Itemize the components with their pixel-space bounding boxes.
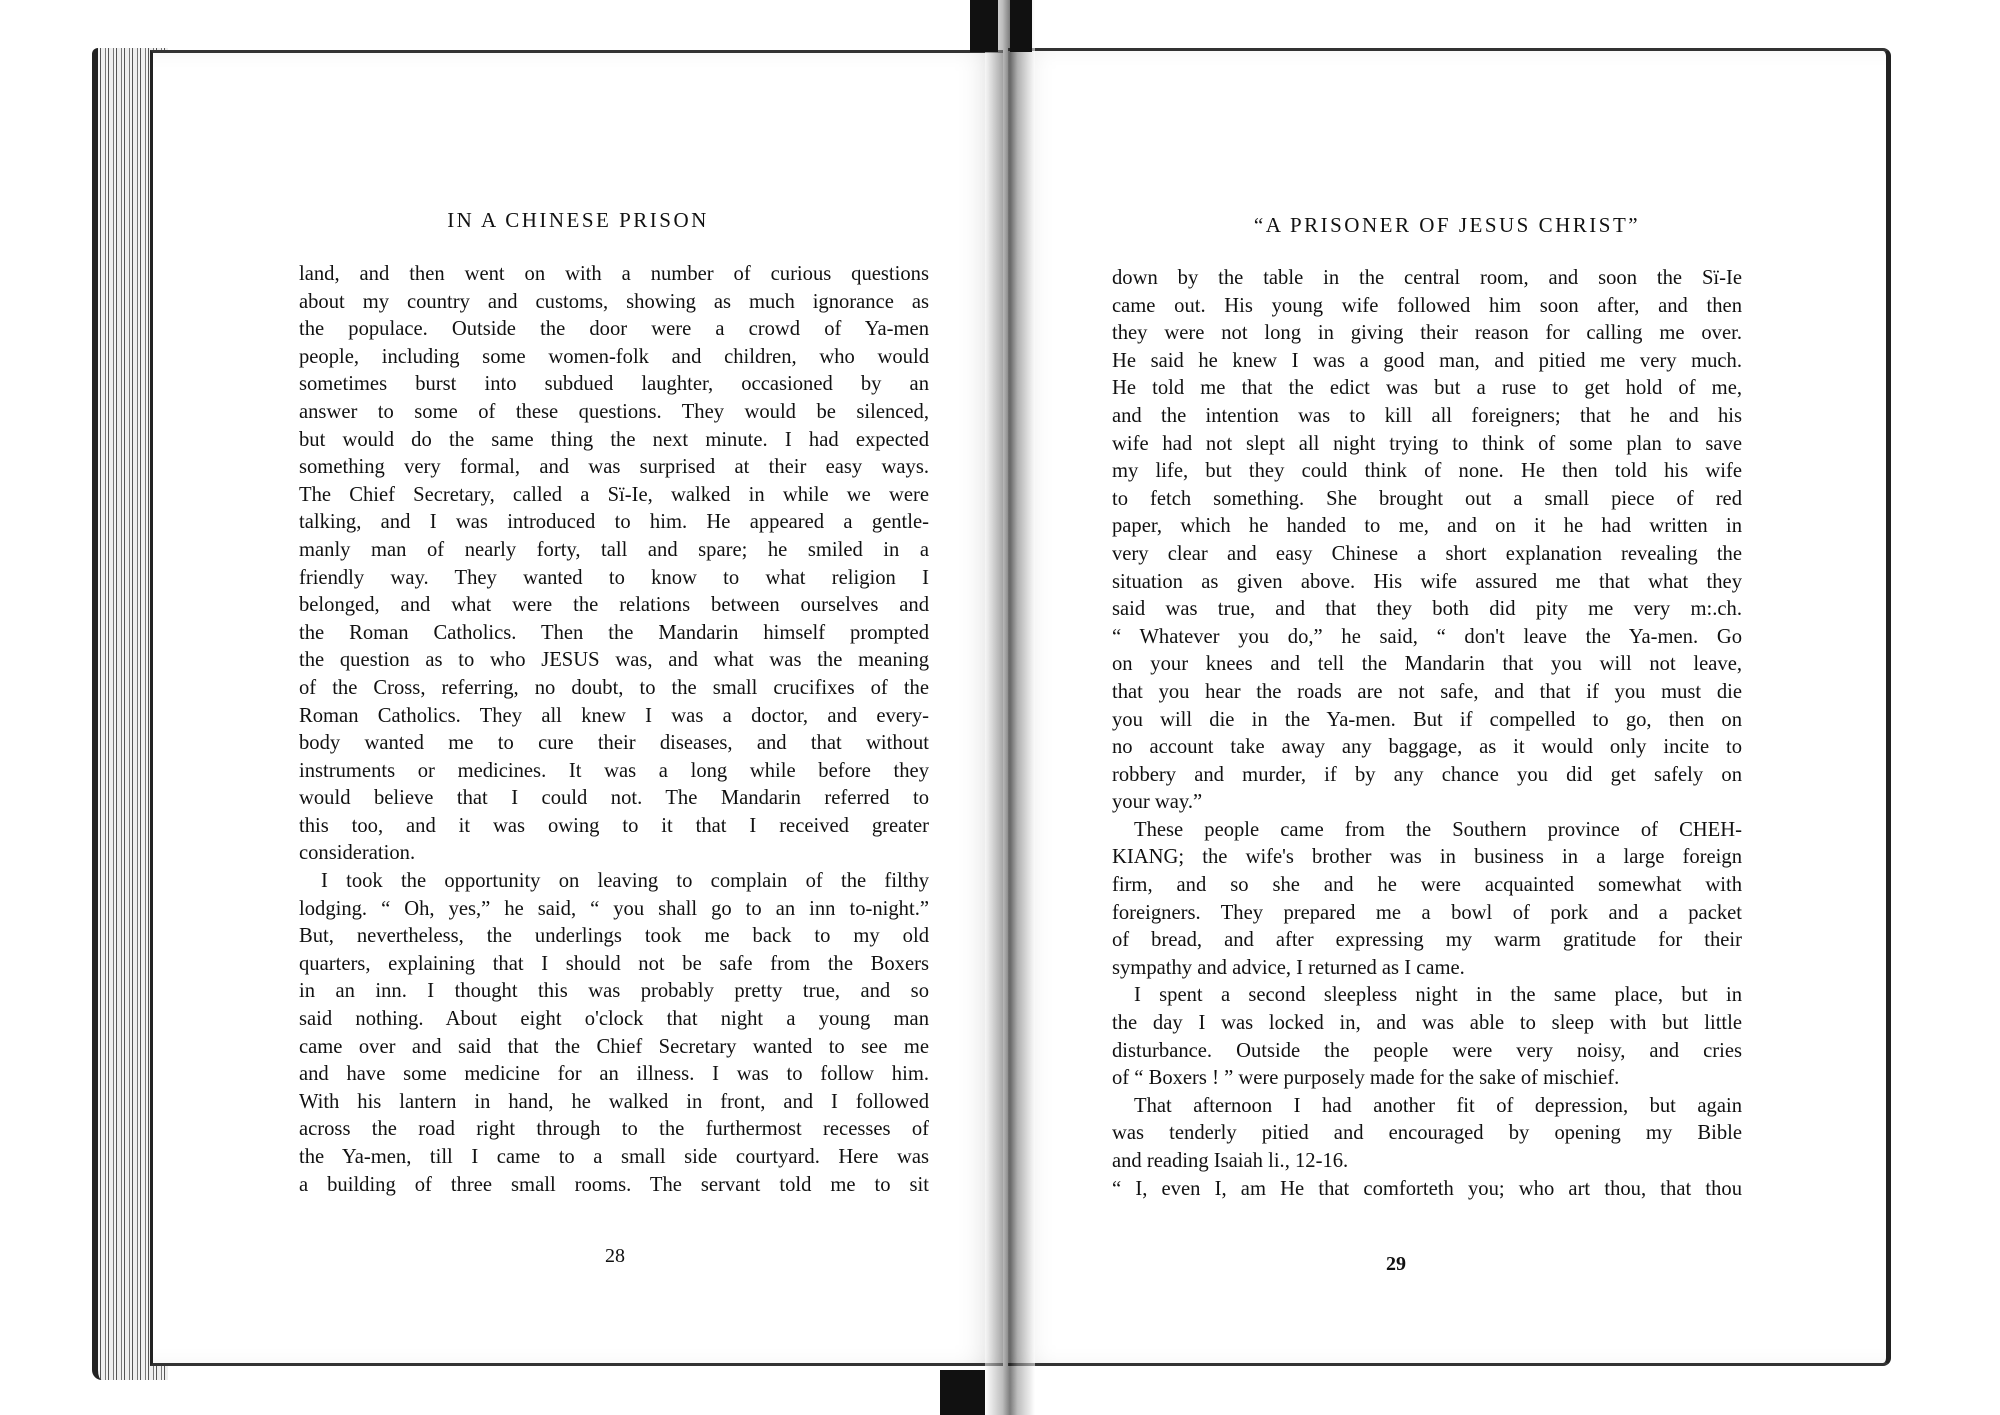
- text-line: and the intention was to kill all foreigners; that he and his: [1112, 404, 1742, 427]
- text-line: friendly way. They wanted to know to what religion I: [299, 566, 929, 589]
- spine-top-right: [1010, 0, 1032, 52]
- text-line: I spent a second sleepless night in the same place, but in: [1134, 984, 1742, 1007]
- spine-top: [970, 0, 998, 52]
- book-gutter: [985, 0, 1035, 1415]
- text-line: lodging. “ Oh, yes,” he said, “ you shall go to an inn to-night.”: [299, 897, 929, 920]
- text-line: But, nevertheless, the underlings took me back to my old: [299, 925, 929, 948]
- text-line: a building of three small rooms. The servant told me to sit: [299, 1173, 929, 1196]
- text-line: said nothing. About eight o'clock that night a young man: [299, 1008, 929, 1031]
- text-line: consideration.: [299, 842, 416, 865]
- text-line: of bread, and after expressing my warm gratitude for their: [1112, 929, 1742, 952]
- text-line: very clear and easy Chinese a short explanation revealing the: [1112, 542, 1742, 565]
- text-line: quarters, explaining that I should not be safe from the Boxers: [299, 952, 929, 975]
- text-line: With his lantern in hand, he walked in front, and I followed: [299, 1090, 929, 1113]
- text-line: “ Whatever you do,” he said, “ don't leave the Ya-men. Go: [1112, 625, 1742, 648]
- text-line: belonged, and what were the relations between ourselves and: [299, 594, 929, 617]
- text-line: the day I was locked in, and was able to sleep with but little: [1112, 1012, 1742, 1035]
- spine-bottom: [940, 1370, 985, 1415]
- text-line: of “ Boxers ! ” were purposely made for the sake of mischief.: [1112, 1067, 1620, 1090]
- text-line: your way.”: [1112, 791, 1203, 814]
- left-page-number: 28: [605, 1245, 625, 1267]
- text-line: manly man of nearly forty, tall and spare; he smiled in a: [299, 538, 929, 561]
- text-line: Roman Catholics. They all knew I was a doctor, and every-: [299, 704, 929, 727]
- text-line: paper, which he handed to me, and on it he had written in: [1112, 515, 1742, 538]
- text-line: you will die in the Ya-men. But if compelled to go, then on: [1112, 708, 1742, 731]
- text-line: The Chief Secretary, called a Sï-Ie, walked in while we were: [299, 483, 929, 506]
- text-line: in an inn. I thought this was probably pretty true, and so: [299, 980, 929, 1003]
- text-line: I took the opportunity on leaving to complain of the filthy: [321, 870, 929, 893]
- text-line: my life, but they could think of none. He then told his wife: [1112, 460, 1742, 483]
- text-line: that you hear the roads are not safe, and that if you must die: [1112, 680, 1742, 703]
- text-line: situation as given above. His wife assured me that what they: [1112, 570, 1742, 593]
- text-line: on your knees and tell the Mandarin that you will not leave,: [1112, 653, 1742, 676]
- text-line: the populace. Outside the door were a crowd of Ya-men: [299, 318, 929, 341]
- left-running-head: IN A CHINESE PRISON: [447, 208, 709, 232]
- text-line: the Ya-men, till I came to a small side courtyard. Here was: [299, 1146, 929, 1168]
- text-line: people, including some women-folk and children, who would: [299, 345, 929, 368]
- right-page: [1008, 48, 1891, 1366]
- text-line: and have some medicine for an illness. I was to follow him.: [299, 1063, 929, 1086]
- text-line: they were not long in giving their reason for calling me over.: [1112, 322, 1742, 345]
- text-line: came over and said that the Chief Secretary wanted to see me: [299, 1035, 929, 1058]
- text-line: disturbance. Outside the people were very noisy, and cries: [1112, 1039, 1742, 1062]
- left-page: [150, 50, 1003, 1366]
- text-line: and reading Isaiah li., 12-16.: [1112, 1150, 1349, 1172]
- text-line: across the road right through to the furthermost recesses of: [299, 1118, 929, 1141]
- left-body-text: [299, 261, 929, 1199]
- text-line: sympathy and advice, I returned as I came.: [1112, 956, 1465, 979]
- text-line: These people came from the Southern province of CHEH-: [1134, 818, 1742, 841]
- text-line: land, and then went on with a number of curious questions: [299, 263, 929, 285]
- text-line: was tenderly pitied and encouraged by opening my Bible: [1112, 1122, 1742, 1145]
- text-line: “ I, even I, am He that comforteth you; who art thou, that thou: [1112, 1177, 1742, 1200]
- text-line: would believe that I could not. The Mandarin referred to: [299, 787, 929, 810]
- text-line: He told me that the edict was but a ruse to get hold of me,: [1112, 377, 1742, 400]
- text-line: came out. His young wife followed him soon after, and then: [1112, 294, 1742, 317]
- text-line: body wanted me to cure their diseases, and that without: [299, 732, 929, 755]
- text-line: said was true, and that they both did pity me very m:.ch.: [1112, 598, 1742, 621]
- text-line: no account take away any baggage, as it would only incite to: [1112, 736, 1742, 759]
- text-line: this too, and it was owing to it that I received greater: [299, 814, 929, 837]
- text-line: about my country and customs, showing as much ignorance as: [299, 290, 929, 313]
- text-line: robbery and murder, if by any chance you did get safely on: [1112, 763, 1742, 786]
- text-line: That afternoon I had another fit of depression, but again: [1134, 1094, 1742, 1117]
- text-line: of the Cross, referring, no doubt, to the small crucifixes of the: [299, 676, 929, 699]
- text-line: the Roman Catholics. Then the Mandarin himself prompted: [299, 621, 929, 644]
- text-line: to fetch something. She brought out a small piece of red: [1112, 487, 1742, 510]
- text-line: but would do the same thing the next minute. I had expected: [299, 428, 929, 451]
- right-page-number: 29: [1386, 1253, 1406, 1275]
- text-line: wife had not slept all night trying to think of some plan to save: [1112, 432, 1742, 455]
- text-line: KIANG; the wife's brother was in business in a large foreign: [1112, 846, 1742, 869]
- text-line: instruments or medicines. It was a long while before they: [299, 759, 929, 782]
- text-line: sometimes burst into subdued laughter, occasioned by an: [299, 373, 929, 396]
- text-line: talking, and I was introduced to him. He appeared a gentle-: [299, 511, 929, 534]
- text-line: answer to some of these questions. They would be silenced,: [299, 400, 929, 423]
- right-running-head: “A PRISONER OF JESUS CHRIST”: [1253, 213, 1641, 237]
- text-line: something very formal, and was surprised at their easy ways.: [299, 456, 929, 479]
- text-line: the question as to who JESUS was, and what was the meaning: [299, 649, 929, 672]
- right-body-text: [1112, 265, 1742, 1203]
- text-line: firm, and so she and he were acquainted somewhat with: [1112, 874, 1742, 897]
- text-line: down by the table in the central room, and soon the Sï-Ie: [1112, 267, 1742, 289]
- text-line: foreigners. They prepared me a bowl of pork and a packet: [1112, 901, 1742, 924]
- text-line: He said he knew I was a good man, and pitied me very much.: [1112, 349, 1742, 372]
